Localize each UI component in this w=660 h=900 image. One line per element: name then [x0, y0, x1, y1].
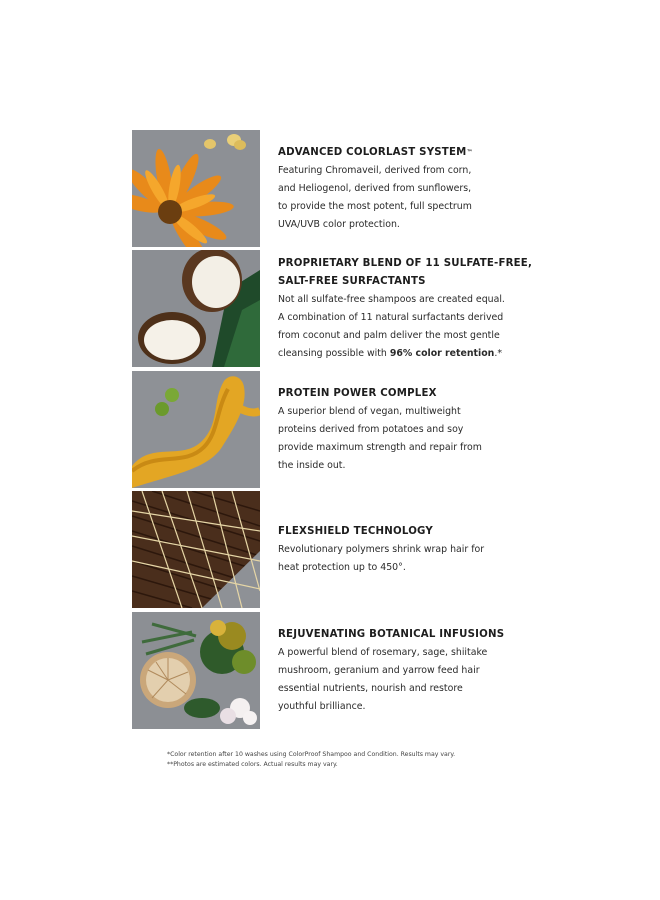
feature-line: UVA/UVB color protection.	[278, 219, 400, 230]
feature-line: heat protection up to 450°.	[278, 562, 406, 573]
feature-title: PROPRIETARY BLEND OF 11 SULFATE-FREE,	[278, 258, 533, 269]
feature-line: Not all sulfate-free shampoos are created equal.	[278, 294, 505, 305]
feature-title: PROTEIN POWER COMPLEX	[278, 388, 437, 399]
feature-line: cleansing possible with 96% color retention.*	[278, 348, 503, 359]
feature-colorlast	[132, 130, 532, 248]
color-retention-highlight: 96% color retention	[389, 348, 495, 359]
feature-text	[278, 385, 538, 475]
feature-line: from coconut and palm deliver the most gentle	[278, 330, 500, 341]
feature-line: A superior blend of vegan, multiweight	[278, 406, 461, 417]
feature-text	[278, 144, 538, 234]
feature-flexshield	[132, 491, 532, 609]
feature-title: REJUVENATING BOTANICAL INFUSIONS	[278, 629, 505, 640]
feature-text	[278, 626, 538, 716]
feature-line: Featuring Chromaveil, derived from corn,	[278, 165, 472, 176]
hair-net-icon	[132, 491, 260, 608]
feature-line: and Heliogenol, derived from sunflowers,	[278, 183, 472, 194]
sunflower-corn-icon	[132, 130, 260, 247]
botanicals-mushroom-icon	[132, 612, 260, 729]
footnotes	[167, 750, 547, 770]
feature-title: ADVANCED COLORLAST SYSTEM™	[278, 147, 473, 158]
feature-protein	[132, 371, 532, 489]
feature-line: mushroom, geranium and yarrow feed hair	[278, 665, 480, 676]
feature-text	[278, 523, 538, 577]
feature-line: essential nutrients, nourish and restore	[278, 683, 463, 694]
feature-line: provide maximum strength and repair from	[278, 442, 482, 453]
feature-line: the inside out.	[278, 460, 346, 471]
feature-text	[278, 255, 538, 363]
feature-line: Revolutionary polymers shrink wrap hair for	[278, 544, 485, 555]
feature-line: to provide the most potent, full spectrum	[278, 201, 472, 212]
feature-title: FLEXSHIELD TECHNOLOGY	[278, 526, 433, 537]
feature-line: A powerful blend of rosemary, sage, shiitake	[278, 647, 488, 658]
footnote-color-retention: *Color retention after 10 washes using ColorProof Shampoo and Condition. Results may vary.	[167, 751, 456, 758]
feature-line: A combination of 11 natural surfactants derived	[278, 312, 504, 323]
feature-line: youthful brilliance.	[278, 701, 366, 712]
feature-line: proteins derived from potatoes and soy	[278, 424, 464, 435]
coconut-palm-icon	[132, 250, 260, 367]
feature-title: SALT-FREE SURFACTANTS	[278, 276, 426, 287]
footnote-photos: **Photos are estimated colors. Actual results may vary.	[167, 761, 338, 768]
feature-botanicals	[132, 612, 532, 730]
feature-surfactants	[132, 250, 532, 368]
potato-soy-icon	[132, 371, 260, 488]
